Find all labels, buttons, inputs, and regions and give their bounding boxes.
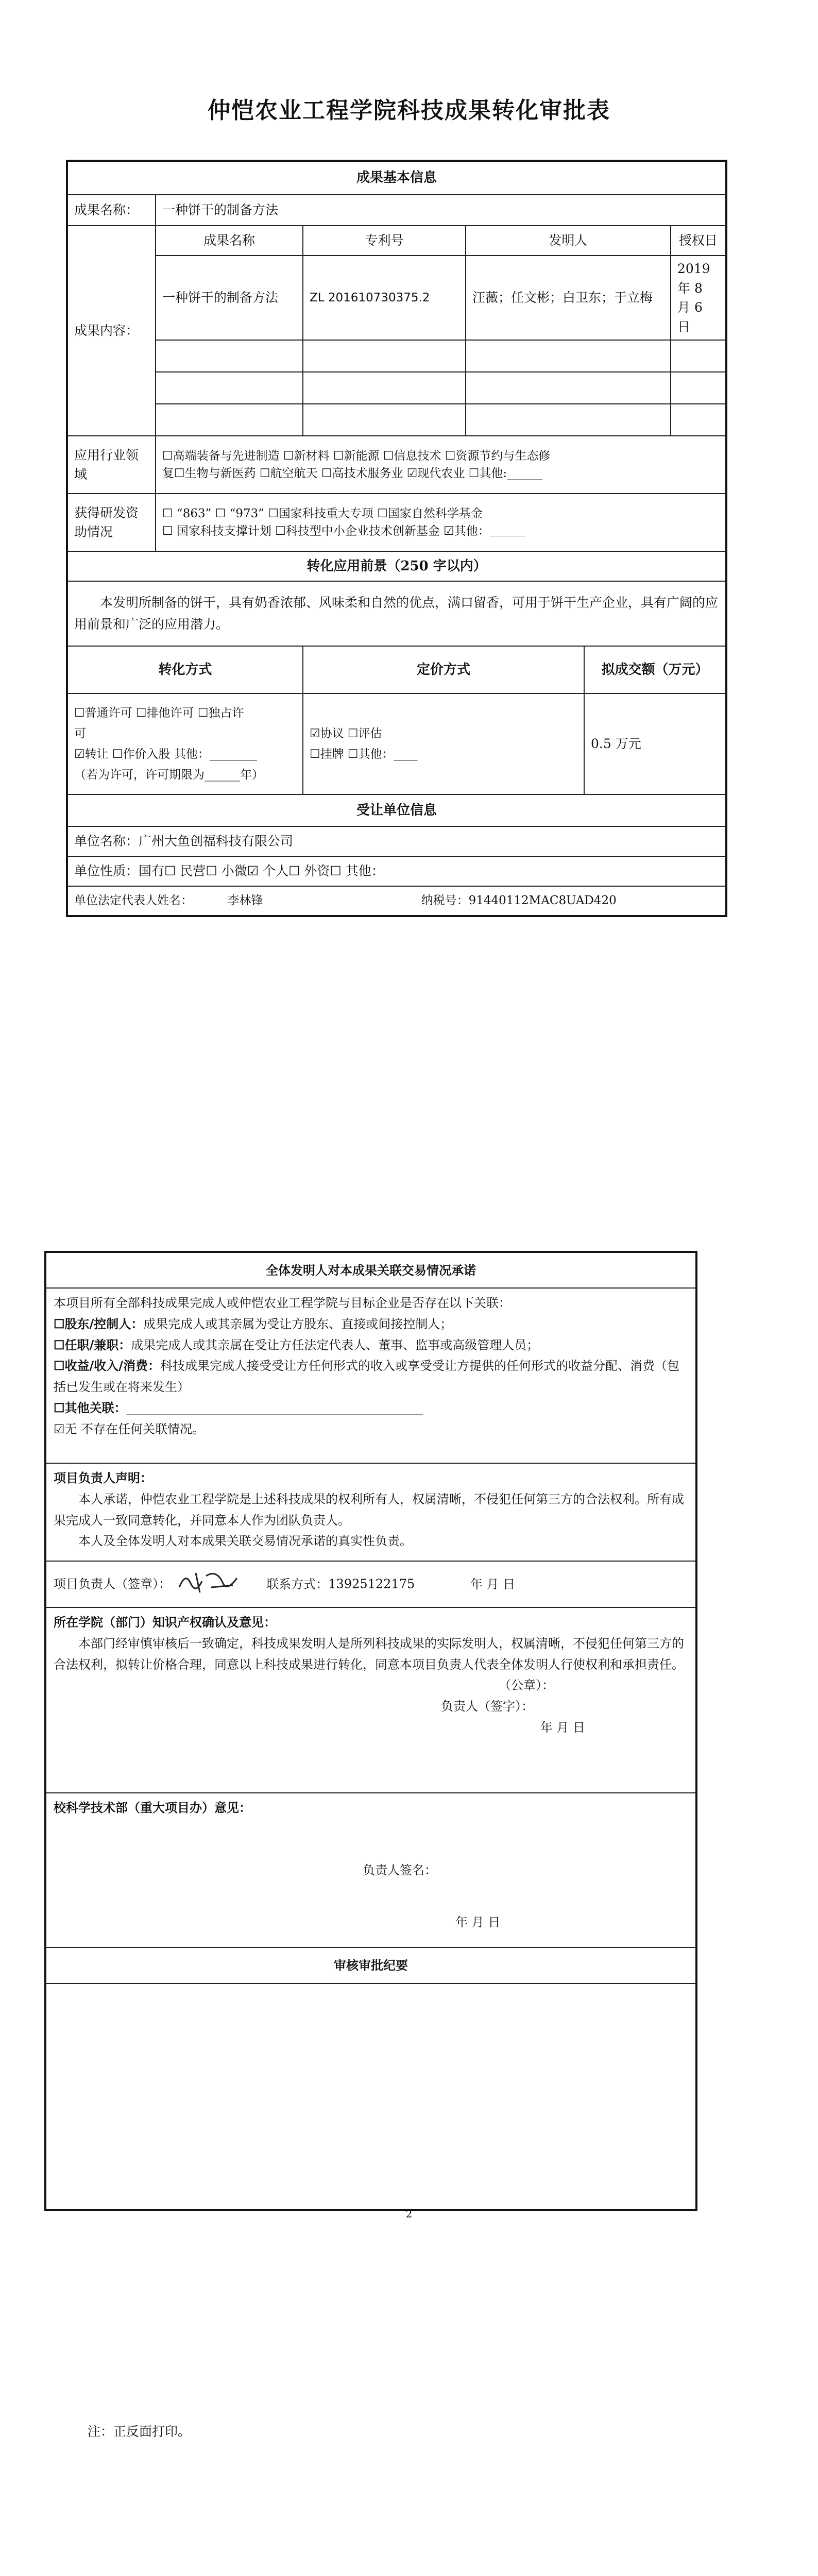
leader-text2: 本人及全体发明人对本成果关联交易情况承诺的真实性负责。	[78, 1534, 412, 1549]
commitment-table	[44, 1251, 697, 2211]
dept-header: 校科学技术部（重大项目办）意见：	[54, 1800, 251, 1815]
commitment-header: 全体发明人对本成果关联交易情况承诺	[45, 1252, 696, 1288]
funding-label: 获得研发资助情况	[67, 494, 156, 551]
ip-header: 所在学院（部门）知识产权确认及意见：	[54, 1615, 276, 1630]
item2-label: ☐任职/兼职：	[54, 1337, 131, 1352]
approval-form-table	[66, 160, 727, 917]
col-header-method: 转化方式	[67, 646, 303, 693]
method-line2: 可	[74, 726, 86, 740]
tax-label: 纳税号：	[421, 894, 469, 908]
item3-label: ☐收益/收入/消费：	[54, 1358, 161, 1374]
leader-signature	[175, 1567, 242, 1603]
industry-label: 应用行业领域	[67, 436, 156, 494]
prospect-text: 本发明所制备的饼干，具有奶香浓郁、风味柔和自然的优点，满口留香，可用于饼干生产企业，具有广阔的应用前景和广泛的应用潜力。	[67, 581, 726, 646]
row1-inventor: 汪薇；任文彬；白卫东；于立梅	[466, 256, 671, 340]
ip-seal: （公章）：	[499, 1678, 554, 1693]
funding-options-line2: ☐ 国家科技支撑计划 ☐科技型中小企业技术创新基金 ☑其他：＿＿＿	[162, 524, 525, 538]
recipient-name-value: 广州大鱼创福科技有限公司	[139, 834, 294, 849]
item2-text: 成果完成人或其亲属在受让方任法定代表人、董事、监事或高级管理人员；	[131, 1337, 539, 1352]
section-header-basic: 成果基本信息	[67, 161, 726, 195]
col-header-date: 授权日	[671, 226, 726, 256]
review-header: 审核审批纪要	[45, 1947, 696, 1984]
amount-value: 0.5 万元	[584, 693, 726, 794]
legal-rep-label: 单位法定代表人姓名：	[74, 894, 193, 908]
leader-sign-label: 项目负责人（签章）：	[54, 1577, 171, 1591]
ip-sign: 负责人（签字）：	[441, 1699, 534, 1714]
col-header-inventor: 发明人	[466, 226, 671, 256]
leader-date: 年 月 日	[470, 1577, 516, 1591]
leader-phone-label: 联系方式：	[266, 1577, 329, 1591]
funding-options-line1: ☐ “863” ☐ “973” ☐国家科技重大专项 ☐国家自然科学基金	[162, 506, 483, 520]
item4-fill: ________________________________________________	[126, 1400, 423, 1415]
name-value: 一种饼干的制备方法	[156, 195, 726, 226]
industry-options-line1: ☐高端装备与先进制造 ☐新材料 ☐新能源 ☐信息技术 ☐资源节约与生态修	[162, 449, 551, 463]
dept-date: 年 月 日	[455, 1914, 501, 1929]
col-header-pricing: 定价方式	[303, 646, 584, 693]
dept-sign: 负责人签名：	[363, 1862, 437, 1877]
section-header-recipient: 受让单位信息	[67, 794, 726, 826]
section-header-prospect: 转化应用前景（250 字以内）	[67, 551, 726, 581]
print-note: 注：正反面打印。	[88, 2424, 191, 2439]
item5: ☑无 不存在任何关联情况。	[54, 1421, 205, 1436]
commitment-intro: 本项目所有全部科技成果完成人或仲恺农业工程学院与目标企业是否存在以下关联：	[54, 1296, 511, 1310]
row1-name: 一种饼干的制备方法	[156, 256, 303, 340]
row1-patent: ZL 201610730375.2	[303, 256, 466, 340]
pricing-line2: ☐挂牌 ☐其他：____	[310, 748, 418, 761]
method-line1: ☐普通许可 ☐排他许可 ☐独占许	[74, 706, 244, 720]
row1-date: 2019 年 8 月 6 日	[671, 256, 726, 340]
content-label: 成果内容：	[67, 226, 156, 436]
item1-label: ☐股东/控制人：	[54, 1316, 144, 1331]
ip-text: 本部门经审慎审核后一致确定，科技成果发明人是所列科技成果的实际发明人，权属清晰，不侵犯任何第三方的合法权利，拟转让价格合理，同意以上科技成果进行转化，同意本项目负责人代表全体发明人行使权利和承担责任。	[54, 1636, 684, 1672]
leader-phone: 13925122175	[328, 1577, 415, 1591]
leader-text: 本人承诺，仲恺农业工程学院是上述科技成果的权利所有人，权属清晰，不侵犯任何第三方的合法权利。所有成果完成人一致同意转化，并同意本人作为团队负责人。	[54, 1492, 684, 1528]
method-line4: （若为许可，许可期限为______年）	[74, 768, 264, 782]
method-line3: ☑转让 ☐作价入股 其他：________	[74, 748, 257, 761]
page-title: 仲恺农业工程学院科技成果转化审批表	[208, 97, 610, 124]
ip-date: 年 月 日	[540, 1720, 585, 1735]
item3-text: 科技成果完成人接受受让方任何形式的收入或享受受让方提供的任何形式的收益分配、消费（包括已发生或在将来发生）	[54, 1359, 680, 1395]
page-number: 2	[405, 2208, 413, 2220]
col-header-name: 成果名称	[156, 226, 303, 256]
col-header-patent: 专利号	[303, 226, 466, 256]
col-header-amount: 拟成交额（万元）	[584, 646, 726, 693]
tax-value: 91440112MAC8UAD420	[468, 894, 617, 908]
recipient-nature: 单位性质：国有☐ 民营☐ 小微☑ 个人☐ 外资☐ 其他：	[67, 856, 726, 886]
recipient-name-label: 单位名称：	[74, 834, 139, 849]
pricing-line1: ☑协议 ☐评估	[310, 726, 382, 740]
legal-rep-value: 李林锋	[227, 894, 263, 908]
name-label: 成果名称：	[67, 195, 156, 226]
leader-header: 项目负责人声明：	[54, 1470, 152, 1485]
item4-label: ☐其他关联：	[54, 1400, 127, 1415]
review-content	[45, 1984, 696, 2210]
item1-text: 成果完成人或其亲属为受让方股东、直接或间接控制人；	[143, 1316, 453, 1331]
industry-options-line2: 复☐生物与新医药 ☐航空航天 ☐高技术服务业 ☑现代农业 ☐其他:______	[162, 467, 543, 480]
